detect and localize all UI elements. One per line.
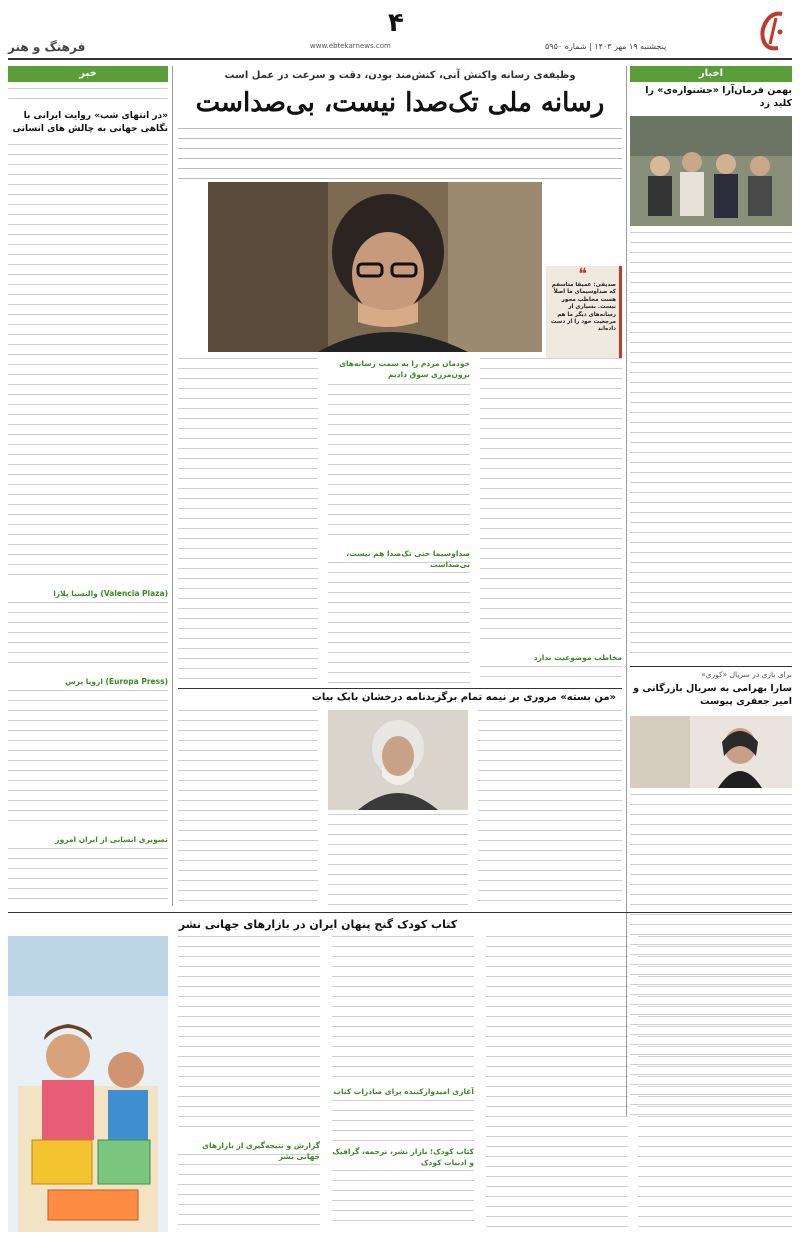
- right-kicker-2: برای بازی در سریال «کوری»: [701, 670, 792, 679]
- main-headline: رسانه ملی تک‌صدا نیست، بی‌صداست: [195, 88, 605, 118]
- website-url: www.ebtekarnews.com: [310, 42, 391, 50]
- main-lead: [178, 128, 622, 180]
- bayat-photo: [328, 710, 468, 810]
- left-subhead-2: (Europa Press) اروپا پرس: [65, 677, 168, 686]
- date-issue: پنجشنبه ۱۹ مهر ۱۴۰۳ | شماره ۵۹۵۰: [545, 42, 667, 51]
- mid-story: [178, 690, 622, 910]
- bottom-headline: کتاب کودک گنج پنهان ایران در بازارهای جهانی نشر: [178, 918, 458, 931]
- right-body-1: [630, 232, 792, 662]
- newspaper-logo: [752, 8, 790, 54]
- page-number: ۴: [388, 8, 404, 38]
- news-label: خبر: [8, 66, 168, 82]
- quote-mark-icon: ❝: [578, 264, 587, 283]
- children-books-photo: [8, 936, 168, 1232]
- bottom-subhead-1: آغازی امیدوارکننده برای صادرات کتاب: [333, 1087, 474, 1096]
- main-subhead-3: مخاطب موضوعیت ندارد: [533, 653, 622, 662]
- main-kicker: وظیفه‌ی رسانه واکنش آنی، کنش‌مند بودن، دقت و سرعت در عمل است: [224, 70, 576, 81]
- bottom-subhead-2: کتاب کودک؛ بازار نشر، ترجمه، گرافیک و ادبیات کودک: [332, 1147, 474, 1167]
- event-photo: [630, 116, 792, 226]
- right-news-label: اخبار: [630, 66, 792, 82]
- left-headline: «در انتهای شب» روایت ایرانی با نگاهی جهانی به چالش های انسانی: [12, 111, 168, 134]
- pull-quote-box: [546, 266, 622, 358]
- left-news-column: [8, 66, 168, 906]
- main-portrait-photo: [208, 182, 542, 352]
- right-headline-1: بهمن فرمان‌آرا «جشنواره‌ی» را کلید زد: [645, 85, 792, 109]
- actress-photo: [630, 716, 792, 788]
- section-title: فرهنگ و هنر: [8, 40, 86, 54]
- bottom-subhead-3: گزارش و نتیجه‌گیری از بازارهای جهانی نشر: [202, 1141, 320, 1161]
- masthead: [0, 0, 800, 62]
- left-subhead-1: (Valencia Plaza) والنسیا پلازا: [53, 589, 168, 598]
- bottom-story: [8, 914, 792, 1232]
- left-body-1: [8, 144, 168, 584]
- right-headline-2: سارا بهرامی به سریال بازرگانی و امیر جعفری پیوست: [633, 683, 792, 707]
- mid-headline: «من بسته» مروری بر نیمه تمام برگزیدنامه درخشان بابک بیات: [311, 692, 616, 703]
- main-subhead-2: صداوسیما حتی تک‌صدا هم نیست، بی‌صداست: [346, 549, 470, 569]
- main-subhead-1: خودمان مردم را به سمت رسانه‌های برون‌مرزی سوق دادیم: [339, 359, 470, 379]
- left-subhead-3: تصویری انسانی از ایران امروز: [55, 835, 168, 844]
- main-story: [178, 66, 622, 686]
- pull-quote: صدیقی: عمیقاً متأسفم که صداوسیمای ما اصلاً هست مخاطب محور نیست. بسیاری از رسانه‌های دیگر ما هم مرجعیت خود را از دست داده‌اند: [550, 282, 616, 333]
